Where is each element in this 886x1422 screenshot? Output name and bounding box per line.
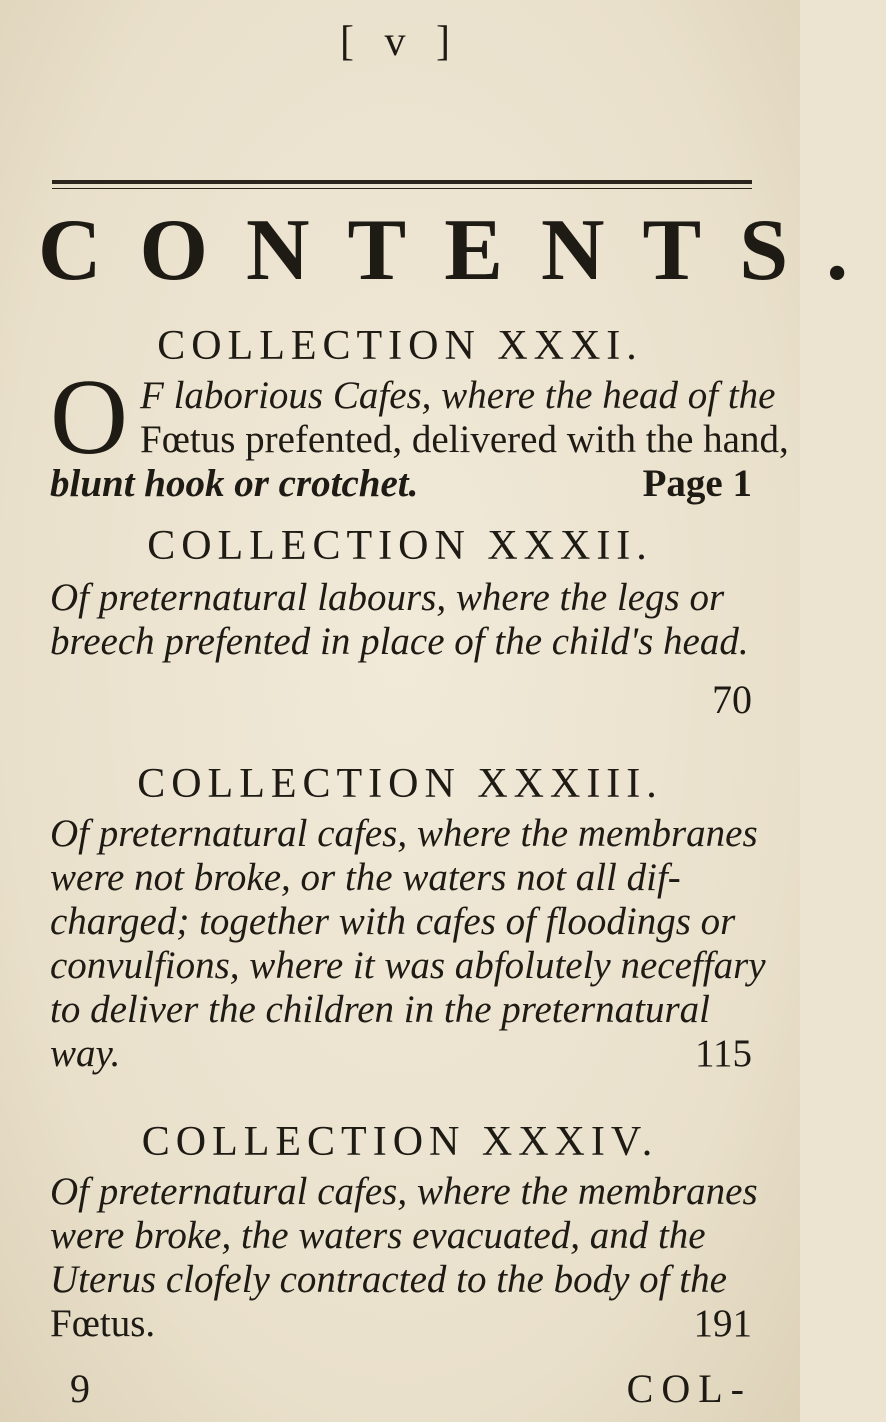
header-rule: [52, 180, 752, 184]
entry-line: Of preternatural cafes, where the membranes: [50, 812, 758, 855]
entry-line: F laborious Cafes, where the head of the: [140, 374, 776, 417]
entry-line: were broke, the waters evacuated, and the: [50, 1214, 706, 1257]
entry-line: Fœtus prefented, delivered with the hand,: [140, 418, 789, 461]
page-reference: 70: [712, 677, 752, 722]
entry-line-text: Fœtus.: [50, 1302, 156, 1345]
entry-line: [50, 462, 752, 506]
collection-title: COLLECTION XXXIII.: [137, 761, 663, 807]
page-folio: [ v ]: [340, 19, 460, 65]
entry-line: were not broke, or the waters not all dif-: [50, 856, 681, 899]
page-reference: 191: [693, 1302, 752, 1345]
collection-title: COLLECTION XXXII.: [147, 523, 653, 569]
entry-line: charged; together with cafes of floodings or: [50, 900, 736, 943]
collection-entry: [50, 1170, 758, 1346]
collection-entry: [50, 812, 766, 1076]
collection-entry: [50, 576, 752, 664]
entry-line: Of preternatural labours, where the legs or: [50, 576, 725, 619]
entry-line: breech prefented in place of the child's head.: [50, 620, 749, 663]
entry-line: convulfions, where it was abfolutely neceffary: [50, 944, 766, 987]
entry-line-text: way.: [50, 1032, 121, 1075]
collection-entry: [50, 358, 789, 506]
collection-title: COLLECTION XXXI.: [157, 323, 643, 369]
header-rule-thin: [52, 188, 752, 189]
catchword: COL-: [626, 1366, 752, 1411]
drop-cap: O: [50, 358, 128, 477]
signature-mark: 9: [70, 1366, 90, 1411]
page-reference: 115: [694, 1032, 752, 1075]
entry-line-text: blunt hook or crotchet.: [50, 462, 419, 505]
entry-line: Of preternatural cafes, where the membranes: [50, 1170, 758, 1213]
entry-line: [50, 1302, 752, 1346]
entry-line: Uterus clofely contracted to the body of the: [50, 1258, 727, 1301]
page-title: CONTENTS.: [38, 202, 886, 299]
collection-title: COLLECTION XXXIV.: [141, 1119, 659, 1165]
entry-line: [50, 1032, 752, 1076]
entry-line: to deliver the children in the preternatural: [50, 988, 710, 1031]
page-reference: Page 1: [642, 462, 752, 505]
